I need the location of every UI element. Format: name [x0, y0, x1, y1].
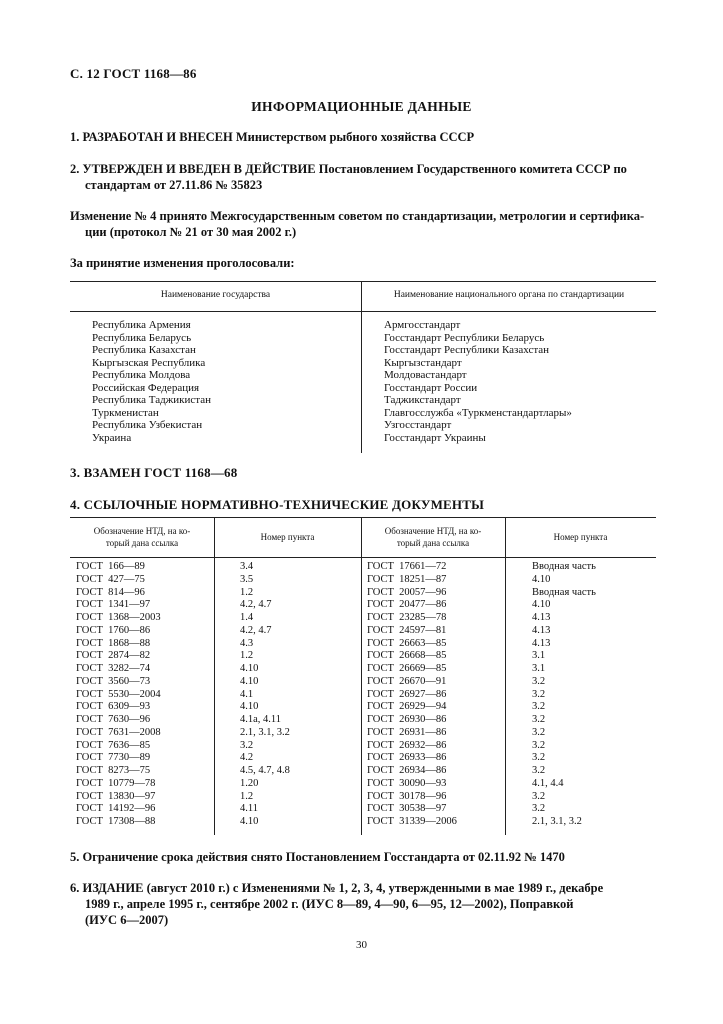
col-header-doc-line2: торый дана ссылка	[105, 538, 179, 548]
reference-item-number: 4.10	[240, 675, 259, 687]
reference-item-number: Вводная часть	[532, 561, 596, 572]
item-6-line3: (ИУС 6—2007)	[85, 913, 169, 927]
reference-doc: ГОСТ 26668—85	[367, 650, 447, 662]
item-6-line1: 6. ИЗДАНИЕ (август 2010 г.) с Изменениями № 1, 2, 3, 4, утвержденными в мае 1989 г., декабре	[70, 881, 604, 895]
state-name: Российская Федерация	[92, 381, 200, 394]
page-header: С. 12 ГОСТ 1168—86	[70, 66, 197, 81]
reference-doc: ГОСТ 23285—78	[367, 612, 447, 623]
reference-doc: ГОСТ 30090—93	[367, 777, 447, 789]
reference-item-number: 3.2	[240, 739, 254, 751]
item-5: 5. Ограничение срока действия снято Постановлением Госстандарта от 02.11.92 № 1470	[70, 850, 565, 864]
reference-item-number: 4.10	[532, 573, 551, 585]
item-4: 4. ССЫЛОЧНЫЕ НОРМАТИВНО-ТЕХНИЧЕСКИЕ ДОКУМЕНТЫ	[70, 497, 485, 512]
reference-item-number: 3.2	[532, 739, 546, 751]
reference-doc: ГОСТ 31339—2006	[367, 816, 457, 827]
table-rule-top	[70, 281, 656, 282]
reference-doc: ГОСТ 7636—85	[76, 739, 151, 751]
reference-doc: ГОСТ 7730—89	[76, 752, 151, 764]
standards-body-name: Госстандарт России	[384, 381, 478, 394]
col-header-body: Наименование национального органа по стандартизации	[393, 290, 625, 300]
reference-item-number: Вводная часть	[532, 586, 596, 598]
reference-doc: ГОСТ 26927—86	[367, 688, 447, 700]
reference-doc: ГОСТ 2874—82	[76, 650, 151, 662]
reference-doc: ГОСТ 26670—91	[367, 675, 447, 687]
col-header-doc-right	[361, 525, 505, 549]
reference-doc: ГОСТ 427—75	[76, 573, 145, 585]
standards-body-name: Главгосслужба «Туркменстандартлары»	[384, 406, 572, 419]
item-1-lead: 1. РАЗРАБОТАН И ВНЕСЕН	[70, 130, 233, 144]
standards-body-name: Госстандарт Республики Беларусь	[384, 331, 545, 344]
reference-doc: ГОСТ 24597—81	[367, 624, 447, 636]
reference-doc: ГОСТ 1760—86	[76, 624, 151, 636]
reference-item-number: 3.2	[532, 765, 546, 776]
reference-doc: ГОСТ 18251—87	[367, 573, 447, 585]
reference-item-number: 4.13	[532, 624, 551, 636]
voting-table	[70, 281, 656, 453]
item-2-text-cont: стандартам от 27.11.86 № 35823	[85, 178, 263, 192]
reference-item-number: 4.13	[532, 612, 551, 623]
item-1	[70, 129, 656, 145]
reference-doc: ГОСТ 26934—86	[367, 765, 447, 776]
reference-item-number: 4.2, 4.7	[240, 599, 272, 611]
standards-body-name: Таджикстандарт	[384, 394, 461, 406]
reference-item-number: 4.3	[240, 637, 254, 649]
reference-doc: ГОСТ 26929—94	[367, 701, 447, 713]
reference-item-number: 3.2	[532, 714, 546, 725]
standards-body-name: Молдовастандарт	[384, 369, 467, 381]
item-6	[70, 880, 656, 928]
reference-item-number: 4.5, 4.7, 4.8	[240, 765, 290, 776]
reference-item-number: 3.2	[532, 701, 546, 713]
standards-body-name: Госстандарт Украины	[384, 431, 486, 444]
col-header-doc-line2: торый дана ссылка	[396, 538, 470, 548]
bodies-column	[384, 319, 572, 444]
reference-doc: ГОСТ 814—96	[76, 586, 145, 598]
reference-doc: ГОСТ 20057—96	[367, 586, 447, 598]
reference-doc: ГОСТ 26931—86	[367, 726, 447, 738]
reference-doc: ГОСТ 1341—97	[76, 599, 151, 611]
states-column	[92, 319, 211, 444]
reference-item-number: 1.4	[240, 612, 254, 623]
reference-doc: ГОСТ 1368—2003	[76, 612, 161, 623]
reference-doc: ГОСТ 5530—2004	[76, 688, 161, 700]
state-name: Украина	[92, 431, 132, 444]
reference-item-number: 4.10	[240, 816, 259, 827]
table-rule-top	[70, 517, 656, 518]
reference-item-number: 3.1	[532, 650, 546, 662]
state-name: Республика Молдова	[92, 369, 191, 381]
reference-doc: ГОСТ 26669—85	[367, 663, 447, 674]
state-name: Республика Таджикистан	[92, 394, 211, 406]
reference-item-number: 4.1a, 4.11	[240, 714, 282, 725]
references-table	[70, 517, 656, 835]
reference-doc: ГОСТ 7630—96	[76, 714, 151, 725]
reference-doc: ГОСТ 166—89	[76, 561, 145, 572]
table-divider-2	[361, 517, 362, 835]
reference-doc: ГОСТ 20477—86	[367, 599, 447, 611]
reference-item-number: 4.11	[240, 803, 258, 815]
reference-doc: ГОСТ 7631—2008	[76, 726, 161, 738]
reference-item-number: 4.10	[240, 663, 259, 674]
table-divider-1	[214, 517, 215, 835]
col-header-item-left: Номер пункта	[260, 532, 315, 542]
reference-item-number: 4.10	[532, 599, 551, 611]
table-divider-3	[505, 517, 506, 835]
state-name: Кыргызская Республика	[92, 356, 206, 369]
reference-doc: ГОСТ 26663—85	[367, 637, 447, 649]
section-title: ИНФОРМАЦИОННЫЕ ДАННЫЕ	[251, 99, 472, 114]
reference-doc: ГОСТ 3282—74	[76, 663, 151, 674]
item-2-text: Постановлением Государственного комитета СССР по	[318, 162, 627, 176]
reference-item-number: 1.2	[240, 650, 254, 662]
state-name: Республика Беларусь	[92, 331, 192, 344]
change-note-line2: ции (протокол № 21 от 30 мая 2002 г.)	[85, 225, 297, 239]
reference-item-number: 1.20	[240, 777, 259, 789]
state-name: Республика Казахстан	[92, 344, 196, 356]
reference-item-number: 3.5	[240, 573, 254, 585]
reference-item-number: 1.2	[240, 790, 254, 802]
col-header-state: Наименование государства	[160, 290, 271, 300]
reference-item-number: 3.2	[532, 803, 546, 815]
reference-item-number: 4.13	[532, 637, 551, 649]
reference-doc: ГОСТ 10779—78	[76, 777, 156, 789]
change-note	[70, 208, 656, 240]
reference-doc: ГОСТ 13830—97	[76, 790, 156, 802]
col-header-doc-line1: Обозначение НТД, на ко-	[384, 526, 482, 536]
reference-item-number: 3.2	[532, 688, 546, 700]
reference-item-number: 3.2	[532, 726, 546, 738]
table-rule-header	[70, 311, 656, 312]
standards-body-name: Узгосстандарт	[384, 419, 452, 431]
reference-item-number: 3.4	[240, 561, 254, 572]
reference-item-number: 4.1, 4.4	[532, 777, 564, 789]
reference-item-number: 3.2	[532, 675, 546, 687]
page-number: 30	[356, 939, 367, 951]
standards-body-name: Кыргызстандарт	[384, 356, 462, 369]
reference-doc: ГОСТ 30538—97	[367, 803, 447, 815]
item-2	[70, 161, 656, 193]
standards-body-name: Госстандарт Республики Казахстан	[384, 344, 550, 356]
reference-doc: ГОСТ 26932—86	[367, 739, 447, 751]
reference-item-number: 3.2	[532, 790, 546, 802]
reference-item-number: 2.1, 3.1, 3.2	[532, 816, 582, 827]
reference-doc: ГОСТ 1868—88	[76, 637, 151, 649]
reference-doc: ГОСТ 26933—86	[367, 752, 447, 764]
standards-body-name: Армгосстандарт	[384, 319, 461, 331]
reference-doc: ГОСТ 30178—96	[367, 790, 447, 802]
reference-item-number: 4.2	[240, 752, 254, 764]
reference-item-number: 4.10	[240, 701, 259, 713]
right-items-column	[532, 561, 596, 829]
reference-doc: ГОСТ 17661—72	[367, 561, 447, 572]
reference-item-number: 3.1	[532, 663, 546, 674]
reference-doc: ГОСТ 3560—73	[76, 675, 151, 687]
col-header-item-right: Номер пункта	[553, 532, 608, 542]
item-1-text: Министерством рыбного хозяйства СССР	[235, 130, 475, 144]
state-name: Республика Армения	[92, 319, 191, 331]
state-name: Республика Узбекистан	[92, 419, 203, 431]
state-name: Туркменистан	[92, 406, 159, 419]
reference-item-number: 4.1	[240, 688, 254, 700]
reference-doc: ГОСТ 17308—88	[76, 816, 156, 827]
left-items-column	[240, 561, 290, 829]
reference-item-number: 2.1, 3.1, 3.2	[240, 726, 290, 738]
reference-doc: ГОСТ 8273—75	[76, 765, 151, 776]
left-docs-column	[76, 561, 161, 829]
reference-item-number: 3.2	[532, 752, 546, 764]
item-2-lead: 2. УТВЕРЖДЕН И ВВЕДЕН В ДЕЙСТВИЕ	[70, 162, 316, 176]
change-note-line1: Изменение № 4 принято Межгосударственным советом по стандартизации, метрологии и сертифика-	[70, 209, 645, 223]
reference-item-number: 1.2	[240, 586, 254, 598]
table-rule-header	[70, 557, 656, 558]
reference-item-number: 4.2, 4.7	[240, 624, 272, 636]
reference-doc: ГОСТ 6309—93	[76, 701, 151, 713]
col-header-doc-line1: Обозначение НТД, на ко-	[93, 526, 191, 536]
item-6-line2: 1989 г., апреле 1995 г., сентябре 2002 г. (ИУС 8—89, 4—90, 6—95, 12—2002), Поправкой	[85, 897, 574, 911]
table-column-divider	[361, 281, 362, 453]
voted-label: За принятие изменения проголосовали:	[70, 256, 295, 270]
right-docs-column	[367, 561, 457, 829]
reference-doc: ГОСТ 26930—86	[367, 714, 447, 725]
reference-doc: ГОСТ 14192—96	[76, 803, 156, 815]
item-3: 3. ВЗАМЕН ГОСТ 1168—68	[70, 465, 238, 480]
col-header-doc-left	[70, 525, 214, 549]
